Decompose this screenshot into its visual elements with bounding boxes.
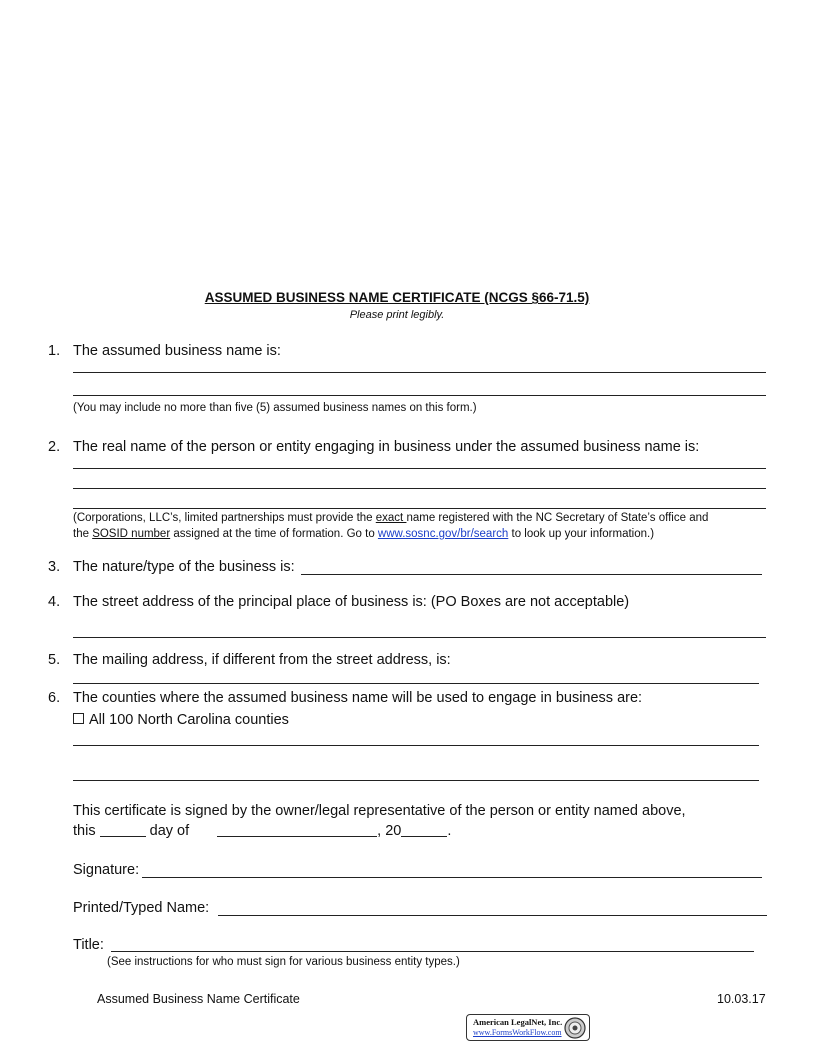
item-5-number: 5. [48, 652, 61, 668]
business-type-field[interactable] [301, 574, 762, 575]
item-2-note-line-1 [73, 512, 708, 524]
item-1-text: The assumed business name is: [73, 343, 281, 359]
item-6-text: The counties where the assumed business name will be used to engage in business are: [73, 690, 643, 706]
date-day-of-label: day of [149, 823, 190, 839]
item-2-text: The real name of the person or entity engaging in business under the assumed business name is: [73, 439, 700, 455]
signing-instructions: (See instructions for who must sign for various business entity types.) [107, 956, 460, 968]
item-2-number: 2. [48, 439, 61, 455]
note-text: to look up your information.) [508, 528, 655, 540]
item-4-number: 4. [48, 594, 61, 610]
real-name-line-3[interactable] [73, 508, 766, 509]
item-6-number: 6. [48, 690, 61, 706]
checkbox-icon[interactable] [73, 713, 84, 724]
date-year-label: , 20 [377, 823, 402, 839]
title-field[interactable] [111, 951, 754, 952]
counties-line-2[interactable] [73, 780, 759, 781]
street-address-field[interactable] [73, 637, 766, 638]
year-field[interactable] [401, 836, 447, 837]
note-sosid: SOSID number [92, 528, 171, 540]
assumed-name-line-2[interactable] [73, 395, 766, 396]
page-title: ASSUMED BUSINESS NAME CERTIFICATE (NCGS §66-71.5) [204, 290, 590, 305]
footer-version: 10.03.17 [717, 992, 766, 1006]
note-text: (Corporations, LLC’s, limited partnerships must provide the [73, 512, 376, 524]
signature-label: Signature: [73, 862, 140, 878]
day-field[interactable] [100, 836, 146, 837]
mailing-address-field[interactable] [73, 683, 759, 684]
item-3-number: 3. [48, 559, 61, 575]
logo-globe-icon [564, 1017, 586, 1039]
sosnc-search-link[interactable]: www.sosnc.gov/br/search [377, 528, 509, 540]
item-1-note: (You may include no more than five (5) assumed business names on this form.) [73, 402, 477, 414]
logo-company: American LegalNet, Inc. [473, 1017, 563, 1027]
item-1-number: 1. [48, 343, 61, 359]
note-exact: exact [375, 512, 407, 524]
item-2-note-line-2 [73, 528, 654, 540]
date-end: . [447, 823, 452, 839]
title-label: Title: [73, 937, 104, 953]
all-counties-label: All 100 North Carolina counties [89, 712, 289, 728]
item-4-text: The street address of the principal place of business is: (PO Boxes are not acceptable) [73, 594, 630, 610]
real-name-line-1[interactable] [73, 468, 766, 469]
item-5-text: The mailing address, if different from the street address, is: [73, 652, 451, 668]
item-3-text: The nature/type of the business is: [73, 559, 295, 575]
note-text: name registered with the NC Secretary of State’s office and [406, 512, 709, 524]
counties-line-1[interactable] [73, 745, 759, 746]
all-counties-option[interactable] [73, 712, 289, 728]
assumed-name-line-1[interactable] [73, 372, 766, 373]
american-legalnet-logo[interactable] [466, 1014, 590, 1041]
certification-statement: This certificate is signed by the owner/legal representative of the person or entity named above, [73, 803, 686, 819]
month-field[interactable] [217, 836, 377, 837]
logo-url: www.FormsWorkFlow.com [473, 1028, 562, 1037]
footer-form-name: Assumed Business Name Certificate [97, 992, 300, 1006]
signature-field[interactable] [142, 877, 762, 878]
printed-name-label: Printed/Typed Name: [73, 900, 210, 916]
date-this-label: this [73, 823, 96, 839]
page-subtitle: Please print legibly. [349, 309, 445, 321]
note-text: the [73, 528, 93, 540]
printed-name-field[interactable] [218, 915, 767, 916]
real-name-line-2[interactable] [73, 488, 766, 489]
note-text: assigned at the time of formation. Go to [170, 528, 378, 540]
date-row [73, 823, 451, 839]
